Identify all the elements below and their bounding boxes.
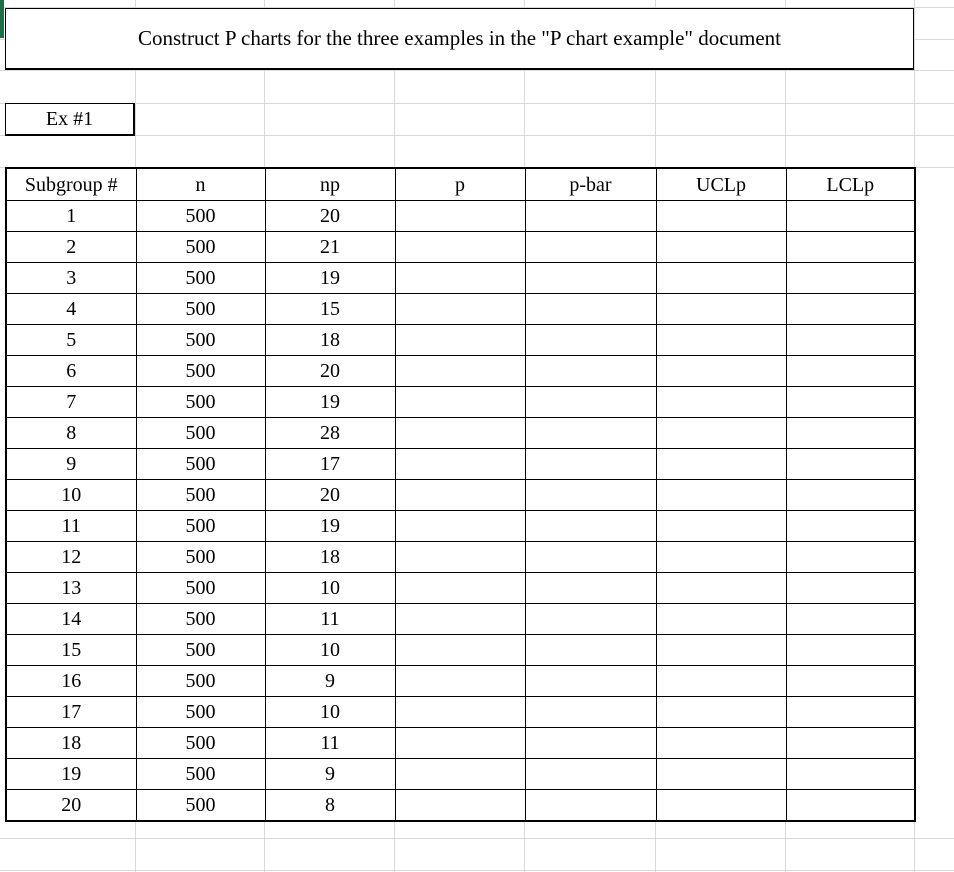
lclp-cell[interactable] — [786, 325, 915, 356]
n-cell[interactable]: 500 — [136, 759, 265, 790]
np-cell[interactable]: 19 — [265, 263, 395, 294]
n-cell[interactable]: 500 — [136, 573, 265, 604]
p-cell[interactable] — [395, 356, 525, 387]
uclp-cell[interactable] — [656, 542, 786, 573]
subgroup-cell[interactable]: 2 — [6, 232, 136, 263]
active-cell-indicator — [0, 0, 4, 38]
n-cell[interactable]: 500 — [136, 325, 265, 356]
uclp-cell[interactable] — [656, 232, 786, 263]
column-header[interactable]: p — [395, 168, 525, 201]
uclp-cell[interactable] — [656, 728, 786, 759]
table-row — [6, 697, 915, 728]
table-row — [6, 573, 915, 604]
np-cell[interactable]: 21 — [265, 232, 395, 263]
np-cell[interactable]: 18 — [265, 325, 395, 356]
column-header[interactable]: Subgroup # — [6, 168, 136, 201]
uclp-cell[interactable] — [656, 263, 786, 294]
subgroup-cell[interactable]: 12 — [6, 542, 136, 573]
lclp-cell[interactable] — [786, 604, 915, 635]
column-header[interactable]: p-bar — [525, 168, 656, 201]
lclp-cell[interactable] — [786, 666, 915, 697]
n-cell[interactable]: 500 — [136, 790, 265, 822]
lclp-cell[interactable] — [786, 573, 915, 604]
table-row — [6, 418, 915, 449]
p-cell[interactable] — [395, 604, 525, 635]
p-bar-cell[interactable] — [525, 480, 656, 511]
p-bar-cell[interactable] — [525, 325, 656, 356]
lclp-cell[interactable] — [786, 790, 915, 822]
table-row — [6, 263, 915, 294]
p-cell[interactable] — [395, 294, 525, 325]
p-cell[interactable] — [395, 232, 525, 263]
p-bar-cell[interactable] — [525, 263, 656, 294]
table-row — [6, 325, 915, 356]
table-row — [6, 759, 915, 790]
n-cell[interactable]: 500 — [136, 294, 265, 325]
p-bar-cell[interactable] — [525, 294, 656, 325]
subgroup-cell[interactable]: 11 — [6, 511, 136, 542]
np-cell[interactable]: 10 — [265, 573, 395, 604]
p-cell[interactable] — [395, 697, 525, 728]
subgroup-cell[interactable]: 19 — [6, 759, 136, 790]
lclp-cell[interactable] — [786, 759, 915, 790]
example-label: Ex #1 — [45, 107, 94, 130]
p-bar-cell[interactable] — [525, 511, 656, 542]
table-row — [6, 387, 915, 418]
p-cell[interactable] — [395, 325, 525, 356]
table-row — [6, 666, 915, 697]
subgroup-cell[interactable]: 13 — [6, 573, 136, 604]
np-cell[interactable]: 20 — [265, 201, 395, 232]
p-cell[interactable] — [395, 666, 525, 697]
subgroup-cell[interactable]: 3 — [6, 263, 136, 294]
np-cell[interactable]: 20 — [265, 356, 395, 387]
p-bar-cell[interactable] — [525, 666, 656, 697]
n-cell[interactable]: 500 — [136, 418, 265, 449]
lclp-cell[interactable] — [786, 449, 915, 480]
uclp-cell[interactable] — [656, 387, 786, 418]
uclp-cell[interactable] — [656, 449, 786, 480]
p-cell[interactable] — [395, 201, 525, 232]
page-title: Construct P charts for the three examples in the "P chart example" document — [137, 26, 782, 50]
p-bar-cell[interactable] — [525, 573, 656, 604]
np-cell[interactable]: 20 — [265, 480, 395, 511]
np-cell[interactable]: 11 — [265, 728, 395, 759]
p-bar-cell[interactable] — [525, 418, 656, 449]
example-label-cell[interactable] — [5, 103, 135, 136]
p-bar-cell[interactable] — [525, 728, 656, 759]
lclp-cell[interactable] — [786, 201, 915, 232]
subgroup-cell[interactable]: 17 — [6, 697, 136, 728]
subgroup-cell[interactable]: 5 — [6, 325, 136, 356]
subgroup-cell[interactable]: 4 — [6, 294, 136, 325]
subgroup-cell[interactable]: 20 — [6, 790, 136, 822]
p-cell[interactable] — [395, 573, 525, 604]
column-header[interactable]: UCLp — [656, 168, 786, 201]
subgroup-cell[interactable]: 6 — [6, 356, 136, 387]
table-row — [6, 511, 915, 542]
table-row — [6, 790, 915, 822]
np-cell[interactable]: 9 — [265, 666, 395, 697]
table-row — [6, 294, 915, 325]
p-cell[interactable] — [395, 790, 525, 822]
p-cell[interactable] — [395, 728, 525, 759]
n-cell[interactable]: 500 — [136, 449, 265, 480]
lclp-cell[interactable] — [786, 356, 915, 387]
lclp-cell[interactable] — [786, 387, 915, 418]
subgroup-cell[interactable]: 9 — [6, 449, 136, 480]
column-header[interactable]: np — [265, 168, 395, 201]
table-row — [6, 542, 915, 573]
table-row — [6, 604, 915, 635]
p-bar-cell[interactable] — [525, 790, 656, 822]
table-row — [6, 480, 915, 511]
lclp-cell[interactable] — [786, 418, 915, 449]
p-bar-cell[interactable] — [525, 542, 656, 573]
subgroup-cell[interactable]: 7 — [6, 387, 136, 418]
np-cell[interactable]: 10 — [265, 697, 395, 728]
subgroup-cell[interactable]: 1 — [6, 201, 136, 232]
n-cell[interactable]: 500 — [136, 387, 265, 418]
np-cell[interactable]: 10 — [265, 635, 395, 666]
uclp-cell[interactable] — [656, 294, 786, 325]
table-row — [6, 728, 915, 759]
n-cell[interactable]: 500 — [136, 635, 265, 666]
p-cell[interactable] — [395, 418, 525, 449]
np-cell[interactable]: 18 — [265, 542, 395, 573]
lclp-cell[interactable] — [786, 635, 915, 666]
data-table — [5, 167, 916, 822]
np-cell[interactable]: 19 — [265, 511, 395, 542]
table-row — [6, 635, 915, 666]
p-cell[interactable] — [395, 263, 525, 294]
uclp-cell[interactable] — [656, 604, 786, 635]
lclp-cell[interactable] — [786, 480, 915, 511]
p-bar-cell[interactable] — [525, 759, 656, 790]
p-cell[interactable] — [395, 635, 525, 666]
n-cell[interactable]: 500 — [136, 697, 265, 728]
n-cell[interactable]: 500 — [136, 728, 265, 759]
np-cell[interactable]: 17 — [265, 449, 395, 480]
subgroup-cell[interactable]: 14 — [6, 604, 136, 635]
n-cell[interactable]: 500 — [136, 263, 265, 294]
p-bar-cell[interactable] — [525, 604, 656, 635]
p-cell[interactable] — [395, 387, 525, 418]
np-cell[interactable]: 8 — [265, 790, 395, 822]
table-row — [6, 232, 915, 263]
p-bar-cell[interactable] — [525, 387, 656, 418]
p-bar-cell[interactable] — [525, 356, 656, 387]
table-row — [6, 201, 915, 232]
lclp-cell[interactable] — [786, 697, 915, 728]
lclp-cell[interactable] — [786, 263, 915, 294]
np-cell[interactable]: 15 — [265, 294, 395, 325]
uclp-cell[interactable] — [656, 480, 786, 511]
p-cell[interactable] — [395, 449, 525, 480]
uclp-cell[interactable] — [656, 418, 786, 449]
uclp-cell[interactable] — [656, 697, 786, 728]
subgroup-cell[interactable]: 16 — [6, 666, 136, 697]
n-cell[interactable]: 500 — [136, 604, 265, 635]
p-bar-cell[interactable] — [525, 232, 656, 263]
uclp-cell[interactable] — [656, 790, 786, 822]
p-cell[interactable] — [395, 759, 525, 790]
title-cell[interactable] — [5, 8, 914, 70]
np-cell[interactable]: 19 — [265, 387, 395, 418]
uclp-cell[interactable] — [656, 666, 786, 697]
n-cell[interactable]: 500 — [136, 232, 265, 263]
p-cell[interactable] — [395, 542, 525, 573]
subgroup-cell[interactable]: 8 — [6, 418, 136, 449]
uclp-cell[interactable] — [656, 356, 786, 387]
lclp-cell[interactable] — [786, 728, 915, 759]
n-cell[interactable]: 500 — [136, 480, 265, 511]
uclp-cell[interactable] — [656, 201, 786, 232]
np-cell[interactable]: 9 — [265, 759, 395, 790]
column-header[interactable]: n — [136, 168, 265, 201]
subgroup-cell[interactable]: 10 — [6, 480, 136, 511]
p-bar-cell[interactable] — [525, 697, 656, 728]
lclp-cell[interactable] — [786, 294, 915, 325]
p-cell[interactable] — [395, 511, 525, 542]
lclp-cell[interactable] — [786, 511, 915, 542]
uclp-cell[interactable] — [656, 759, 786, 790]
header-row — [6, 168, 915, 201]
subgroup-cell[interactable]: 18 — [6, 728, 136, 759]
table-row — [6, 449, 915, 480]
subgroup-cell[interactable]: 15 — [6, 635, 136, 666]
p-bar-cell[interactable] — [525, 635, 656, 666]
p-bar-cell[interactable] — [525, 201, 656, 232]
lclp-cell[interactable] — [786, 232, 915, 263]
n-cell[interactable]: 500 — [136, 666, 265, 697]
p-cell[interactable] — [395, 480, 525, 511]
uclp-cell[interactable] — [656, 511, 786, 542]
n-cell[interactable]: 500 — [136, 356, 265, 387]
np-cell[interactable]: 28 — [265, 418, 395, 449]
n-cell[interactable]: 500 — [136, 511, 265, 542]
p-bar-cell[interactable] — [525, 449, 656, 480]
uclp-cell[interactable] — [656, 573, 786, 604]
uclp-cell[interactable] — [656, 635, 786, 666]
n-cell[interactable]: 500 — [136, 542, 265, 573]
lclp-cell[interactable] — [786, 542, 915, 573]
uclp-cell[interactable] — [656, 325, 786, 356]
np-cell[interactable]: 11 — [265, 604, 395, 635]
n-cell[interactable]: 500 — [136, 201, 265, 232]
column-header[interactable]: LCLp — [786, 168, 915, 201]
table-row — [6, 356, 915, 387]
